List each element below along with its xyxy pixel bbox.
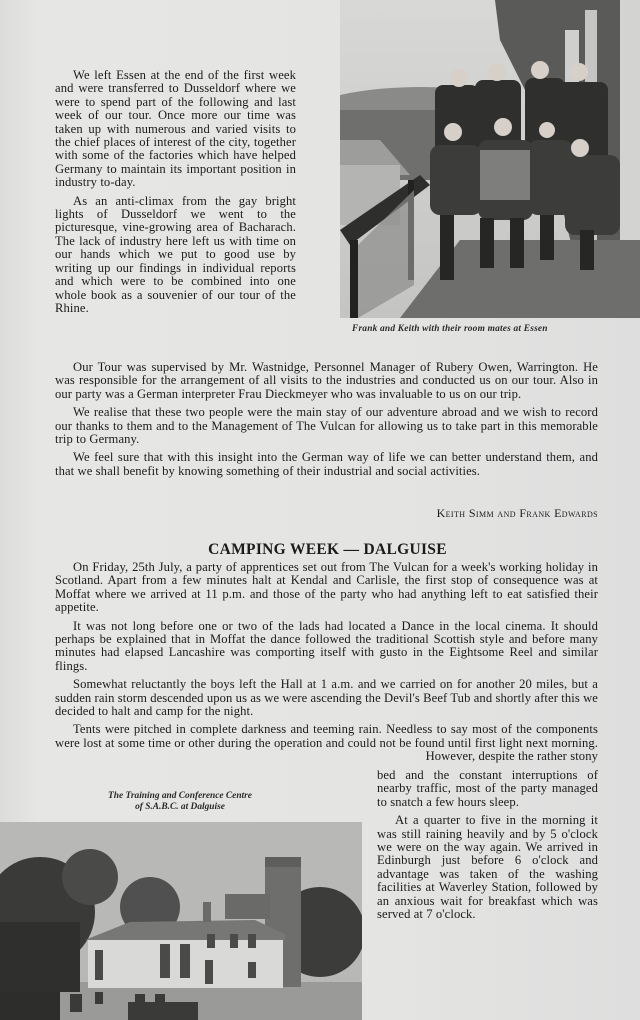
article1-left-column: [55, 69, 296, 315]
paragraph: We feel sure that with this insight into the German way of life we can better understand them, and that we shall benefit by knowing something of their industrial and social activities.: [55, 450, 598, 478]
paragraph: Somewhat reluctantly the boys left the Hall at 1 a.m. and we carried on for another 20 miles, but a sudden rain storm descended upon us as we were ascending the Devil's Beef Tub and shortly after this we decided to halt and camp for the night.: [55, 677, 598, 719]
paragraph: We left Essen at the end of the first week and were transferred to Dusseldorf where we were to spend part of the following and last week of our tour. Once more our time was taken up with numerous and varied visits to the chief places of interest of the city, together with some of the factories which have helped Germany to maintain its important position in industry to-day.: [55, 68, 296, 190]
paragraph: Our Tour was supervised by Mr. Wastnidge, Personnel Manager of Rubery Owen, Warrington. He was responsible for the arrangement of all visits to the industries and conducted us on our tour. Also in our party was a German interpreter Frau Dieckmeyer who was invaluable to us on our trip.: [55, 360, 598, 401]
paragraph: We realise that these two people were the main stay of our adventure abroad and we wish to record our thanks to them and to the Management of The Vulcan for allowing us to take part in this memorable trip to Germany.: [55, 405, 598, 447]
paragraph: bed and the constant interruptions of nearby traffic, most of the party managed to snatch a few hours sleep.: [377, 768, 598, 809]
caption-line: of S.A.B.C. at Dalguise: [135, 801, 225, 812]
paragraph: Tents were pitched in complete darkness and teeming rain. Needless to say most of the components were lost at some time or other during the operation and could not be found until first light next morning. However, despite the rather stony: [55, 722, 598, 764]
caption-line: The Training and Conference Centre: [108, 791, 252, 801]
paragraph: At a quarter to five in the morning it was still raining heavily and by 5 o'clock we were on the way again. We arrived in Edinburgh just before 6 o'clock and advantage was taken of the washing facilities at Waverley Station, followed by an anxious wait for breakfast which was served at 7 o'clock.: [377, 813, 598, 922]
photo-caption: [70, 791, 290, 812]
paragraph: It was not long before one or two of the lads had located a Dance in the local cinema. It should perhaps be explained that in Moffat the dance followed the traditional Scottish style and before many minutes had elapsed Lancashire was comporting itself with gusto in the Eightsome Reel and similar flings.: [55, 618, 598, 673]
photo-room-mates-essen: [340, 0, 640, 318]
author-signature: Keith Simm and Frank Edwards: [436, 506, 598, 520]
article1-body: [55, 361, 598, 478]
article2-right-column: [377, 769, 598, 921]
photo-dalguise-centre: [0, 822, 362, 1020]
paragraph: As an anti-climax from the gay bright lights of Dusseldorf we went to the picturesque, vine-growing area of Bacharach. The lack of industry here left us with time on our hands which we put to good use by writing up our findings in individual reports and which were to be combined into one whole book as a souvenier of our tour of the Rhine.: [55, 193, 296, 315]
photo-caption: Frank and Keith with their room mates at Essen: [352, 324, 548, 334]
paragraph: On Friday, 25th July, a party of apprentices set out from The Vulcan for a week's working holiday in Scotland. Apart from a few minutes halt at Kendal and Carlisle, the first stop of consequence was at Moffat where we arrived at 11 p.m. and those of the party who had anything left to eat satisfied their appetite.: [55, 560, 598, 615]
article2-body: [55, 561, 598, 764]
section-heading: CAMPING WEEK — DALGUISE: [208, 541, 447, 558]
